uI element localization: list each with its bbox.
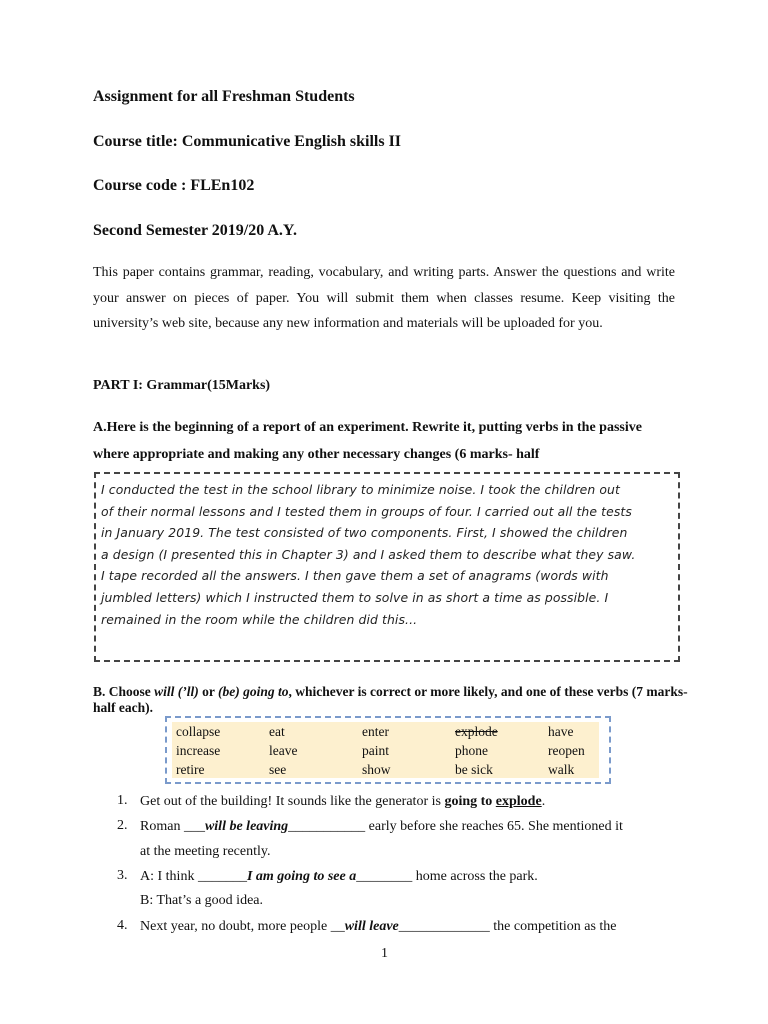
item-number: 1. <box>117 793 128 808</box>
item-3-line2: B: That’s a good idea. <box>140 893 263 908</box>
handwritten-line: jumbled letters) which I instructed them to solve in as short a time as possible. I <box>101 589 609 605</box>
item-2-pre: Roman ___ <box>140 819 205 834</box>
item-3-answer: I am going to see a <box>246 869 357 884</box>
question-b-mid: or <box>198 684 219 699</box>
handwritten-line: I conducted the test in the school library to minimize noise. I took the children out <box>101 482 620 497</box>
item-4-post: _____________ the competition as the <box>398 919 617 934</box>
verb-item: collapse <box>176 724 221 739</box>
part1-heading: PART I: Grammar(15Marks) <box>93 378 271 393</box>
verb-item: phone <box>455 743 488 758</box>
item-number: 2. <box>117 818 128 833</box>
verb-item-crossed-out: explode <box>455 724 498 739</box>
item-1-text: Get out of the building! It sounds like the generator is <box>140 794 445 809</box>
question-b-suffix: , whichever is correct or more likely, and one of these verbs (7 marks- half each). <box>93 684 688 715</box>
handwritten-line: a design (I presented this in Chapter 3) and I asked them to describe what they saw. <box>101 546 636 562</box>
verb-item: show <box>362 762 391 777</box>
handwritten-text <box>101 479 671 630</box>
item-2-line2: at the meeting recently. <box>140 844 271 859</box>
item-2-answer: will be leaving <box>204 819 289 834</box>
course-title: Course title: Communicative English skills II <box>93 133 402 150</box>
item-4-pre: Next year, no doubt, more people __ <box>140 919 345 934</box>
page-number: 1 <box>381 946 388 961</box>
question-a: A.Here is the beginning of a report of an experiment. Rewrite it, putting verbs in the passive where appropriate and making any other necessary changes (6 marks- half <box>93 420 642 462</box>
handwritten-line: in January 2019. The test consisted of two components. First, I showed the children <box>101 525 628 541</box>
item-2-post: ___________ early before she reaches 65. She mentioned it <box>288 819 623 834</box>
question-b-prefix: B. Choose <box>93 684 155 699</box>
item-4-answer: will leave <box>344 919 399 934</box>
intro-paragraph: This paper contains grammar, reading, vocabulary, and writing parts. Answer the questions and write your answer on pieces of paper. You will submit them when classes resume. Keep visiting the university’s web site, because any new information and materials will be uploaded for you. <box>93 265 675 331</box>
verb-item: paint <box>362 743 389 758</box>
verb-item: see <box>269 762 287 777</box>
verb-item: reopen <box>548 743 585 758</box>
question-b-option-going-to: (be) going to <box>218 684 289 699</box>
verb-item: retire <box>176 762 205 777</box>
handwritten-line: I tape recorded all the answers. I then gave them a set of anagrams (words with <box>101 568 609 584</box>
item-4 <box>140 918 617 936</box>
verb-item: eat <box>269 724 285 739</box>
verb-item: increase <box>176 743 221 758</box>
verb-item: be sick <box>455 762 493 777</box>
course-code: Course code : FLEn102 <box>93 177 255 194</box>
item-number: 4. <box>117 918 128 933</box>
semester: Second Semester 2019/20 A.Y. <box>93 222 297 239</box>
item-1-end: . <box>541 794 546 809</box>
item-number: 3. <box>117 868 128 883</box>
verb-item: enter <box>362 724 389 739</box>
question-b <box>93 684 693 716</box>
item-1-answer-going-to: going to <box>444 794 493 809</box>
item-1-answer-verb: explode <box>495 794 542 809</box>
question-b-option-will: will (’ll) <box>154 684 199 699</box>
item-3-pre: A: I think _______ <box>140 869 247 884</box>
assignment-title: Assignment for all Freshman Students <box>93 88 355 105</box>
handwritten-line: remained in the room while the children did this... <box>101 611 418 627</box>
verb-table <box>172 722 599 778</box>
item-3-post: ________ home across the park. <box>356 869 538 884</box>
verb-item: have <box>548 724 574 739</box>
verb-item: walk <box>548 762 575 777</box>
handwritten-line: of their normal lessons and I tested them in groups of four. I carried out all the tests <box>101 503 632 519</box>
item-3 <box>140 868 538 886</box>
verb-item: leave <box>269 743 298 758</box>
item-1 <box>140 793 545 811</box>
item-2 <box>140 818 623 836</box>
